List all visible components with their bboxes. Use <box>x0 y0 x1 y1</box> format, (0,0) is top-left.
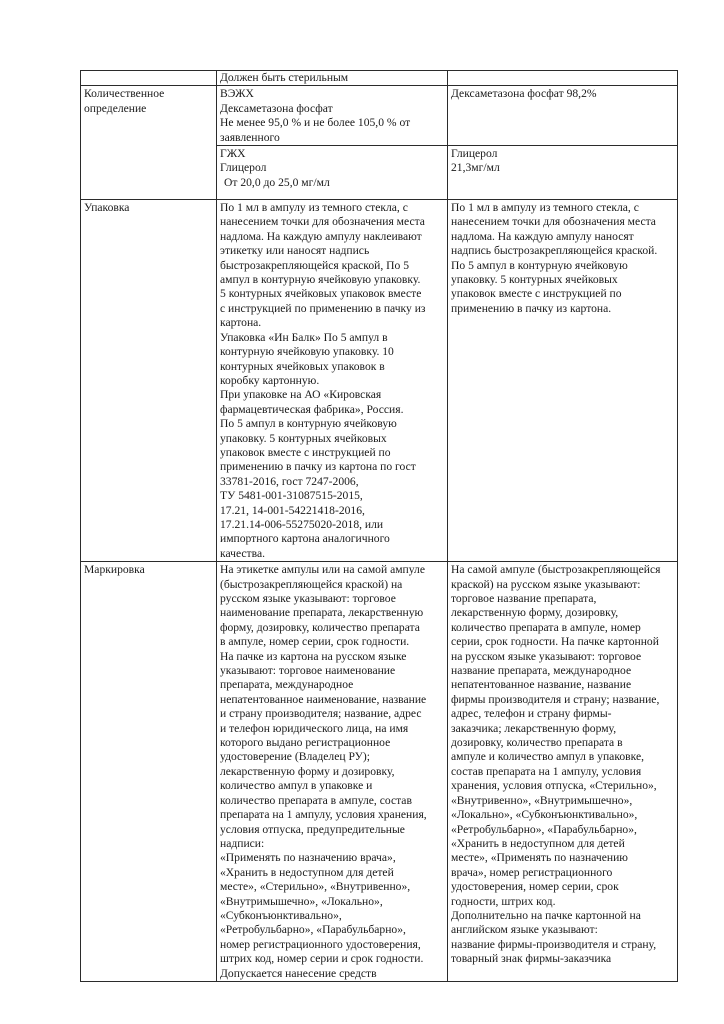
marking-res-line: адрес, телефон и страну фирмы- <box>451 707 612 721</box>
table-row-quant-hplc <box>81 86 678 146</box>
marking-res-line: «Внутривенно», «Внутримышечно», <box>451 793 633 807</box>
packaging-req-line: 17.21.14-006-55275020-2018, или <box>220 517 384 531</box>
marking-res-line: ампуле и количество ампул в упаковке, <box>451 750 645 764</box>
sterile-label-cell <box>81 71 217 86</box>
marking-req-line: номер регистрационного удостоверения, <box>220 937 421 951</box>
marking-req-line: На этикетке ампулы или на самой ампуле <box>220 563 425 577</box>
marking-req-line: «Применять по назначению врача», <box>220 851 396 865</box>
marking-res-line: фирмы производителя и страну; название, <box>451 692 660 706</box>
marking-req-line: в ампуле, номер серии, срок годности. <box>220 635 410 649</box>
packaging-req-line: 17.21, 14-001-54221418-2016, <box>220 503 365 517</box>
marking-req-line: На пачке из картона на русском языке <box>220 649 407 663</box>
marking-res-line: удостоверения, номер серии, срок <box>451 880 619 894</box>
table-row-sterile <box>81 71 678 86</box>
marking-res-line: дозировку, количество препарата в <box>451 736 623 750</box>
marking-req-line: лекарственную форму и дозировку, <box>220 764 395 778</box>
packaging-res-line: упаковку. 5 контурных ячейковых <box>451 273 618 287</box>
marking-res-line: английском языке указывают: <box>451 923 598 937</box>
marking-res-line: На самой ампуле (быстрозакрепляющейся <box>451 563 661 577</box>
packaging-req-line: фармацевтическая фабрика», Россия. <box>220 402 404 416</box>
quant-gc-result-cell <box>448 146 678 200</box>
packaging-res-line: По 5 ампул в контурную ячейковую <box>451 258 628 272</box>
packaging-req-line: Упаковка «Ин Балк» По 5 ампул в <box>220 330 388 344</box>
hplc-spec-line-2: заявленного <box>220 130 280 144</box>
marking-req-line: количество препарата в ампуле, состав <box>220 793 412 807</box>
gc-spec: От 20,0 до 25,0 мг/мл <box>224 175 330 189</box>
marking-res-line: врача», номер регистрационного <box>451 865 613 879</box>
marking-result-cell <box>448 562 678 982</box>
marking-res-line: название фирмы-производителя и страну, <box>451 937 657 951</box>
quant-gc-requirement-cell <box>217 146 448 200</box>
marking-req-line: (быстрозакрепляющейся краской) на <box>220 577 403 591</box>
packaging-req-line: этикетку или наносят надпись <box>220 244 370 258</box>
packaging-req-line: быстрозакрепляющейся краской, По 5 <box>220 258 410 272</box>
marking-res-line: название препарата, международное <box>451 664 632 678</box>
marking-req-line: которого выдано регистрационное <box>220 736 391 750</box>
marking-res-line: товарный знак фирмы-заказчика <box>451 952 612 966</box>
hplc-spec-line-1: Не менее 95,0 % и не более 105,0 % от <box>220 116 411 130</box>
packaging-req-line: применению в пачку из картона по гост <box>220 460 416 474</box>
packaging-req-line: с инструкцией по применению в пачку из <box>220 301 426 315</box>
quant-label-line-1: Количественное <box>84 87 165 101</box>
marking-res-line: торговое название препарата, <box>451 592 597 605</box>
marking-req-line: штрих код, номер серии и срок годности. <box>220 952 424 966</box>
marking-req-line: «Хранить в недоступном для детей <box>220 865 394 879</box>
marking-res-line: «Ретробульбарно», «Парабульбарно», <box>451 822 637 836</box>
marking-req-line: указывают: торговое наименование <box>220 664 396 678</box>
packaging-result-cell <box>448 200 678 562</box>
packaging-req-line: ампул в контурную ячейковую упаковку. <box>220 273 421 287</box>
packaging-req-line: картона. <box>220 316 262 330</box>
table-row-packaging <box>81 200 678 562</box>
marking-req-line: «Внутримышечно», «Локально», <box>220 894 383 908</box>
marking-res-line: количество препарата в ампуле, номер <box>451 620 641 634</box>
marking-requirement-cell <box>217 562 448 982</box>
packaging-req-line: 5 контурных ячейковых упаковок вместе <box>220 287 422 301</box>
marking-res-line: «Хранить в недоступном для детей <box>451 836 625 850</box>
marking-req-line: наименование препарата, лекарственную <box>220 606 424 620</box>
marking-label: Маркировка <box>84 563 145 577</box>
marking-req-line: форму, дозировку, количество препарата <box>220 620 420 634</box>
table-row-marking <box>81 562 678 982</box>
packaging-req-line: упаковку. 5 контурных ячейковых <box>220 431 387 445</box>
packaging-req-line: упаковок вместе с инструкцией по <box>220 445 391 459</box>
gc-result-value: 21,3мг/мл <box>451 161 500 175</box>
quant-hplc-result-cell <box>448 86 678 146</box>
marking-req-line: удостоверение (Владелец РУ); <box>220 750 370 764</box>
marking-req-line: надписи: <box>220 836 265 850</box>
packaging-res-line: надпись быстрозакрепляющейся краской. <box>451 244 658 258</box>
marking-req-line: препарата, международное <box>220 678 354 692</box>
marking-req-line: количество ампул в упаковке и <box>220 779 373 793</box>
sterile-requirement-cell <box>217 71 448 86</box>
packaging-label-cell <box>81 200 217 562</box>
marking-res-line: непатентованное название, название <box>451 678 632 692</box>
packaging-req-line: надлома. На каждую ампулу наклеивают <box>220 229 422 243</box>
marking-req-line: месте», «Стерильно», «Внутривенно», <box>220 880 411 894</box>
marking-res-line: «Локально», «Субконъюнктивально», <box>451 808 638 822</box>
gc-method: ГЖХ <box>220 147 246 161</box>
gc-substance: Глицерол <box>220 161 267 175</box>
marking-req-line: и телефон юридического лица, на имя <box>220 721 409 735</box>
marking-req-line: препарата на 1 ампулу, условия хранения, <box>220 808 427 822</box>
packaging-res-line: надлома. На каждую ампулу наносят <box>451 229 634 243</box>
marking-req-line: и страну производителя; название, адрес <box>220 707 422 721</box>
packaging-res-line: нанесением точки для обозначения места <box>451 215 656 229</box>
marking-req-line: Допускается нанесение средств <box>220 966 377 980</box>
packaging-req-line: 33781-2016, гост 7247-2006, <box>220 474 359 488</box>
hplc-result: Дексаметазона фосфат 98,2% <box>451 87 597 101</box>
hplc-substance: Дексаметазона фосфат <box>220 101 333 115</box>
sterile-requirement-text: Должен быть стерильным <box>220 71 349 84</box>
packaging-req-line: качества. <box>220 546 265 560</box>
marking-req-line: «Субконъюнктивально», <box>220 908 342 922</box>
packaging-res-line: применению в пачку из картона. <box>451 301 612 315</box>
packaging-req-line: импортного картона аналогичного <box>220 532 390 546</box>
marking-res-line: состав препарата на 1 ампулу, условия <box>451 764 642 778</box>
quant-label-cell <box>81 86 217 200</box>
packaging-res-line: По 1 мл в ампулу из темного стекла, с <box>451 201 639 215</box>
packaging-req-line: При упаковке на АО «Кировская <box>220 388 382 402</box>
marking-req-line: непатентованное наименование, название <box>220 692 427 706</box>
packaging-req-line: нанесением точки для обозначения места <box>220 215 425 229</box>
packaging-req-line: ТУ 5481-001-31087515-2015, <box>220 489 363 503</box>
quant-label-line-2: определение <box>84 101 147 115</box>
gc-result-substance: Глицерол <box>451 147 498 161</box>
marking-req-line: русском языке указывают: торговое <box>220 592 396 605</box>
marking-res-line: хранения, условия отпуска, «Стерильно», <box>451 779 657 793</box>
marking-label-cell <box>81 562 217 982</box>
packaging-req-line: По 1 мл в ампулу из темного стекла, с <box>220 201 408 215</box>
packaging-req-line: контурных ячейковых упаковок в <box>220 359 385 373</box>
marking-res-line: на русском языке указывают: торговое <box>451 649 642 663</box>
specification-table <box>80 70 678 982</box>
hplc-method: ВЭЖХ <box>220 87 254 101</box>
packaging-res-line: упаковок вместе с инструкцией по <box>451 287 622 301</box>
marking-res-line: серии, срок годности. На пачке картонной <box>451 635 659 649</box>
marking-res-line: Дополнительно на пачке картонной на <box>451 908 641 922</box>
packaging-label: Упаковка <box>84 201 130 215</box>
packaging-req-line: коробку картонную. <box>220 373 320 387</box>
marking-req-line: условия отпуска, предупредительные <box>220 822 405 836</box>
packaging-requirement-cell <box>217 200 448 562</box>
marking-res-line: краской) на русском языке указывают: <box>451 577 641 591</box>
packaging-req-line: По 5 ампул в контурную ячейковую <box>220 417 397 431</box>
quant-hplc-requirement-cell <box>217 86 448 146</box>
marking-res-line: годности, штрих код. <box>451 894 556 908</box>
marking-res-line: месте», «Применять по назначению <box>451 851 628 865</box>
marking-res-line: заказчика; лекарственную форму, <box>451 721 617 735</box>
packaging-req-line: контурную ячейковую упаковку. 10 <box>220 345 394 359</box>
sterile-result-cell <box>448 71 678 86</box>
marking-req-line: «Ретробульбарно», «Парабульбарно», <box>220 923 406 937</box>
marking-res-line: лекарственную форму, дозировку, <box>451 606 619 620</box>
